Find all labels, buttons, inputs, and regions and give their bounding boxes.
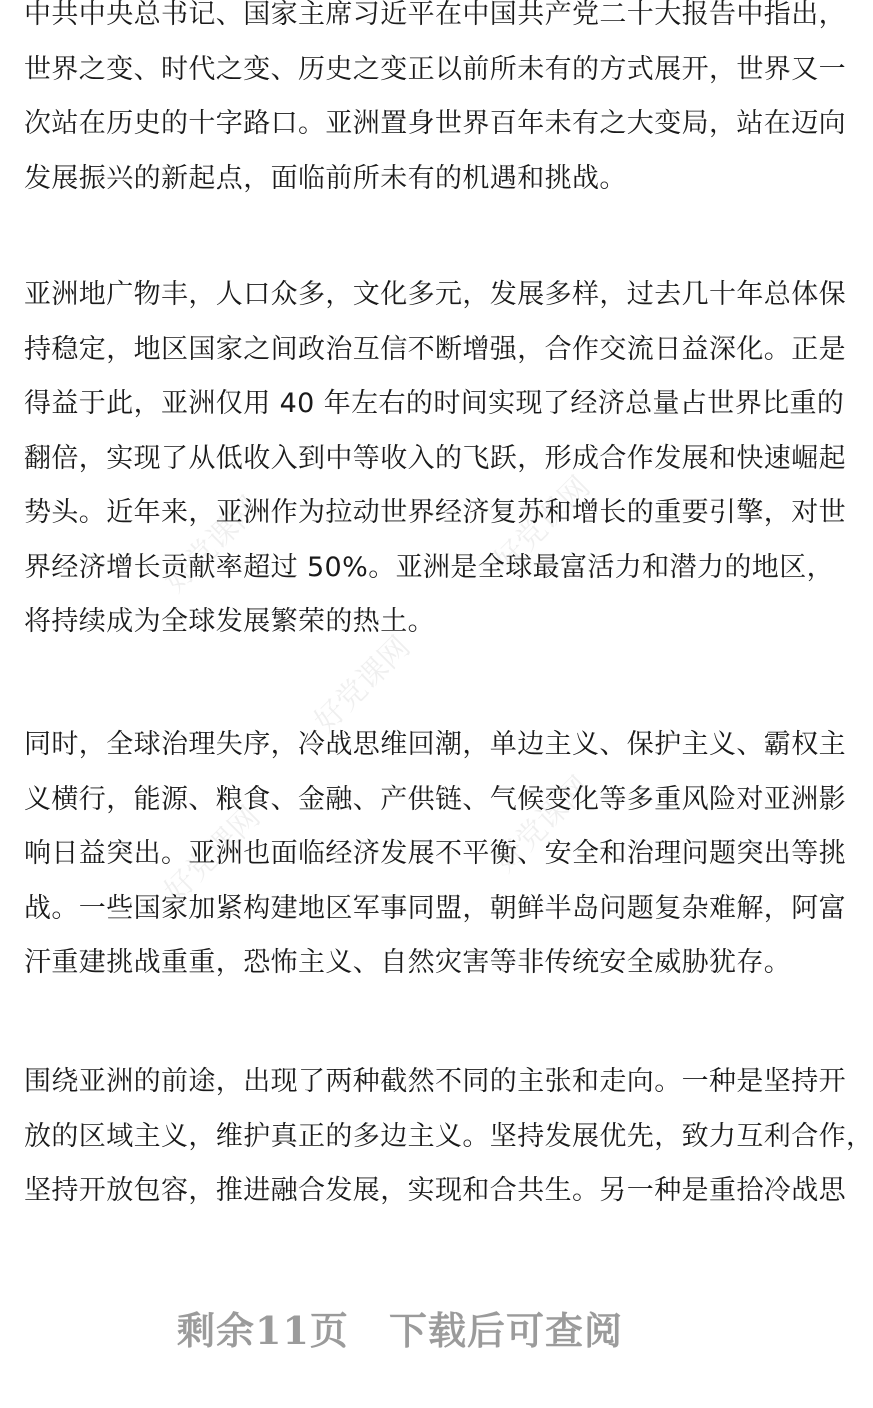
- text-line: 发展振兴的新起点，面临前所未有的机遇和挑战。: [24, 162, 627, 194]
- text-line: 中共中央总书记、国家主席习近平在中国共产党二十大报告中指出，: [24, 0, 846, 30]
- text-line: 响日益突出。亚洲也面临经济发展不平衡、安全和治理问题突出等挑: [24, 838, 846, 869]
- text-line: 坚持开放包容，推进融合发展，实现和合共生。另一种是重拾冷战思: [24, 1175, 846, 1206]
- text-line: 得益于此，亚洲仅用 40 年左右的时间实现了经济总量占世界比重的: [24, 388, 845, 419]
- text-line: 界经济增长贡献率超过 50%。亚洲是全球最富活力和潜力的地区，: [24, 551, 834, 583]
- text-line: 持稳定，地区国家之间政治互信不断增强，合作交流日益深化。正是: [24, 333, 846, 365]
- text-line: 围绕亚洲的前途，出现了两种截然不同的主张和走向。一种是坚持开: [24, 1066, 846, 1097]
- text-line: 次站在历史的十字路口。亚洲置身世界百年未有之大变局，站在迈向: [24, 108, 846, 139]
- paragraph: [24, 718, 846, 991]
- text-line: 放的区域主义，维护真正的多边主义。坚持发展优先，致力互利合作，: [24, 1120, 873, 1152]
- watermark: 好党课网: [487, 769, 598, 880]
- text-line: 亚洲地广物丰，人口众多，文化多元，发展多样，过去几十年总体保: [24, 279, 846, 310]
- download-to-view-text: 下载后可查阅: [388, 1308, 623, 1353]
- text-line: 义横行，能源、粮食、金融、产供链、气候变化等多重风险对亚洲影: [24, 783, 846, 815]
- paragraph: [24, 268, 846, 650]
- paragraph: [24, 1055, 873, 1219]
- download-prompt[interactable]: [0, 1300, 800, 1360]
- watermark: 好党课网: [487, 469, 598, 580]
- text-line: 翻倍，实现了从低收入到中等收入的飞跃，形成合作发展和快速崛起: [24, 442, 846, 474]
- remaining-pages-text: 剩余11页: [177, 1308, 349, 1353]
- text-line: 将持续成为全球发展繁荣的热土。: [24, 606, 435, 637]
- text-line: 同时，全球治理失序，冷战思维回潮，单边主义、保护主义、霸权主: [24, 729, 846, 760]
- text-line: 汗重建挑战重重，恐怖主义、自然灾害等非传统安全威胁犹存。: [24, 947, 792, 978]
- text-line: 势头。近年来，亚洲作为拉动世界经济复苏和增长的重要引擎，对世: [24, 497, 846, 528]
- watermark: 好党课网: [157, 489, 268, 600]
- text-line: 战。一些国家加紧构建地区军事同盟，朝鲜半岛问题复杂难解，阿富: [24, 892, 846, 924]
- watermark: 好党课网: [307, 629, 418, 740]
- paragraph: [24, 0, 846, 206]
- watermark: 好党课网: [157, 799, 268, 910]
- text-line: 世界之变、时代之变、历史之变正以前所未有的方式展开，世界又一: [24, 53, 846, 85]
